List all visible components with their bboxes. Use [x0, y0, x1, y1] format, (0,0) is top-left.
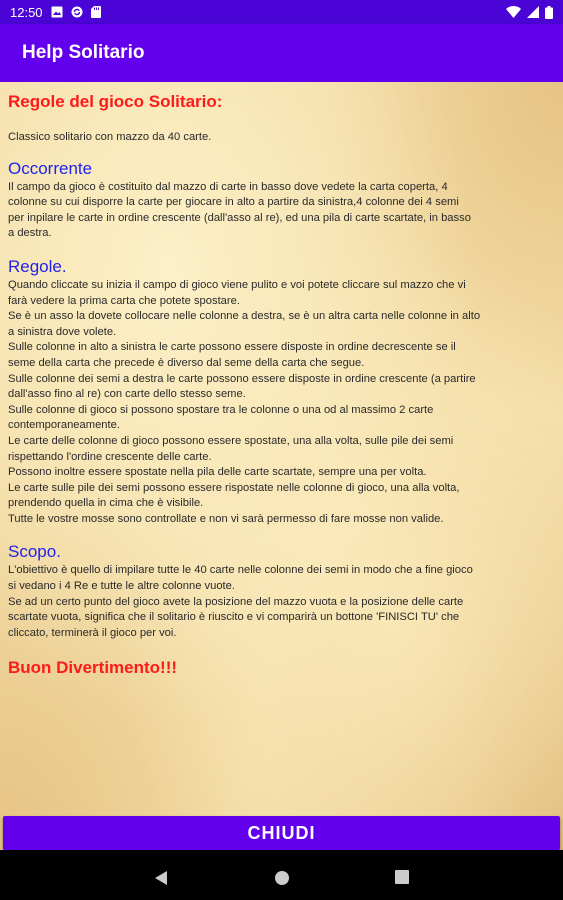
section-regole — [8, 256, 555, 528]
status-bar — [0, 0, 563, 24]
section-line: contemporaneamente. — [8, 419, 120, 432]
section-line: colonne su cui disporre la carte per giocare in alto a partire da sinistra,4 colonne dei 4 semi — [8, 196, 459, 209]
sd-card-icon — [91, 6, 101, 18]
recents-icon[interactable] — [395, 870, 409, 884]
section-line: Il campo da gioco è costituito dal mazzo di carte in basso dove vedete la carta coperta, 4 — [8, 180, 448, 193]
signal-icon — [527, 6, 539, 18]
close-button[interactable]: CHIUDI — [3, 816, 560, 850]
section-heading: Occorrente — [8, 158, 93, 178]
help-content[interactable] — [0, 82, 563, 850]
section-line: Se ad un certo punto del gioco avete la posizione del mazzo vuota e la posizione delle carte — [8, 595, 464, 608]
navigation-bar — [0, 856, 563, 900]
section-line: Le carte delle colonne di gioco possono essere spostate, una alla volta, sulle pile dei semi — [8, 434, 454, 447]
section-scopo — [8, 541, 555, 641]
section-line: Possono inoltre essere spostate nella pila delle carte scartate, sempre una per volta. — [8, 466, 427, 479]
help-title: Regole del gioco Solitario: — [8, 92, 223, 111]
section-line: Sulle colonne dei semi a destra le carte possono essere disposte in ordine crescente (a partire — [8, 372, 476, 385]
section-line: L'obiettivo è quello di impilare tutte le 40 carte nelle colonne dei semi in modo che a fine gioco — [8, 564, 473, 577]
home-icon[interactable] — [274, 870, 290, 886]
section-line: Tutte le vostre mosse sono controllate e non vi sarà permesso di fare mosse non valide. — [8, 512, 444, 525]
section-line: dall'asso fino al re) con carte dello stesso seme. — [8, 388, 246, 401]
section-line: Quando cliccate su inizia il campo di gioco viene pulito e voi potete cliccare sul mazzo che vi — [8, 278, 466, 291]
section-heading: Regole. — [8, 256, 67, 276]
help-intro: Classico solitario con mazzo da 40 carte. — [8, 131, 212, 143]
status-time: 12:50 — [10, 4, 43, 20]
section-heading: Scopo. — [8, 542, 61, 562]
app-bar-title: Help Solitario — [22, 42, 145, 63]
section-occorrente — [8, 158, 555, 242]
back-icon[interactable] — [154, 870, 168, 886]
section-line: scartate vuota, significa che il solitario è riuscito e vi comparirà un bottone 'FINISCI TU' che — [8, 611, 460, 624]
closing-text: Buon Divertimento!!! — [8, 658, 178, 678]
section-line: farà vedere la prima carta che potete spostare. — [8, 294, 240, 307]
battery-icon — [545, 6, 553, 19]
section-line: a sinistra dove volete. — [8, 325, 117, 338]
section-line: Le carte sulle pile dei semi possono essere rispostate nelle colonne di gioco, una alla volta, — [8, 481, 460, 494]
section-line: prendendo quella in cima che è visibile. — [8, 497, 204, 510]
section-line: seme della carta che precede è diverso dal seme della carta che segue. — [8, 356, 365, 369]
image-icon — [51, 6, 63, 18]
section-line: cliccato, terminerà il gioco per voi. — [8, 626, 177, 639]
section-line: rispettando l'ordine crescente delle carte. — [8, 450, 212, 463]
section-line: per inpilare le carte in ordine crescente (dall'asso al re), ed una pila di carte scartate, in basso — [8, 211, 471, 224]
section-line: Sulle colonne in alto a sinistra le carte possono essere disposte in ordine decrescente se il — [8, 341, 456, 354]
section-line: Se è un asso la dovete collocare nelle colonne a destra, se è un altra carta nelle colonne in alto — [8, 310, 481, 323]
section-line: Sulle colonne di gioco si possono spostare tra le colonne o una od al massimo 2 carte — [8, 403, 434, 416]
section-line: a destra. — [8, 227, 52, 240]
section-line: si vedano i 4 Re e tutte le altre colonne vuote. — [8, 580, 236, 593]
sync-icon — [71, 6, 83, 18]
wifi-icon — [506, 6, 521, 18]
app-bar — [0, 24, 563, 82]
